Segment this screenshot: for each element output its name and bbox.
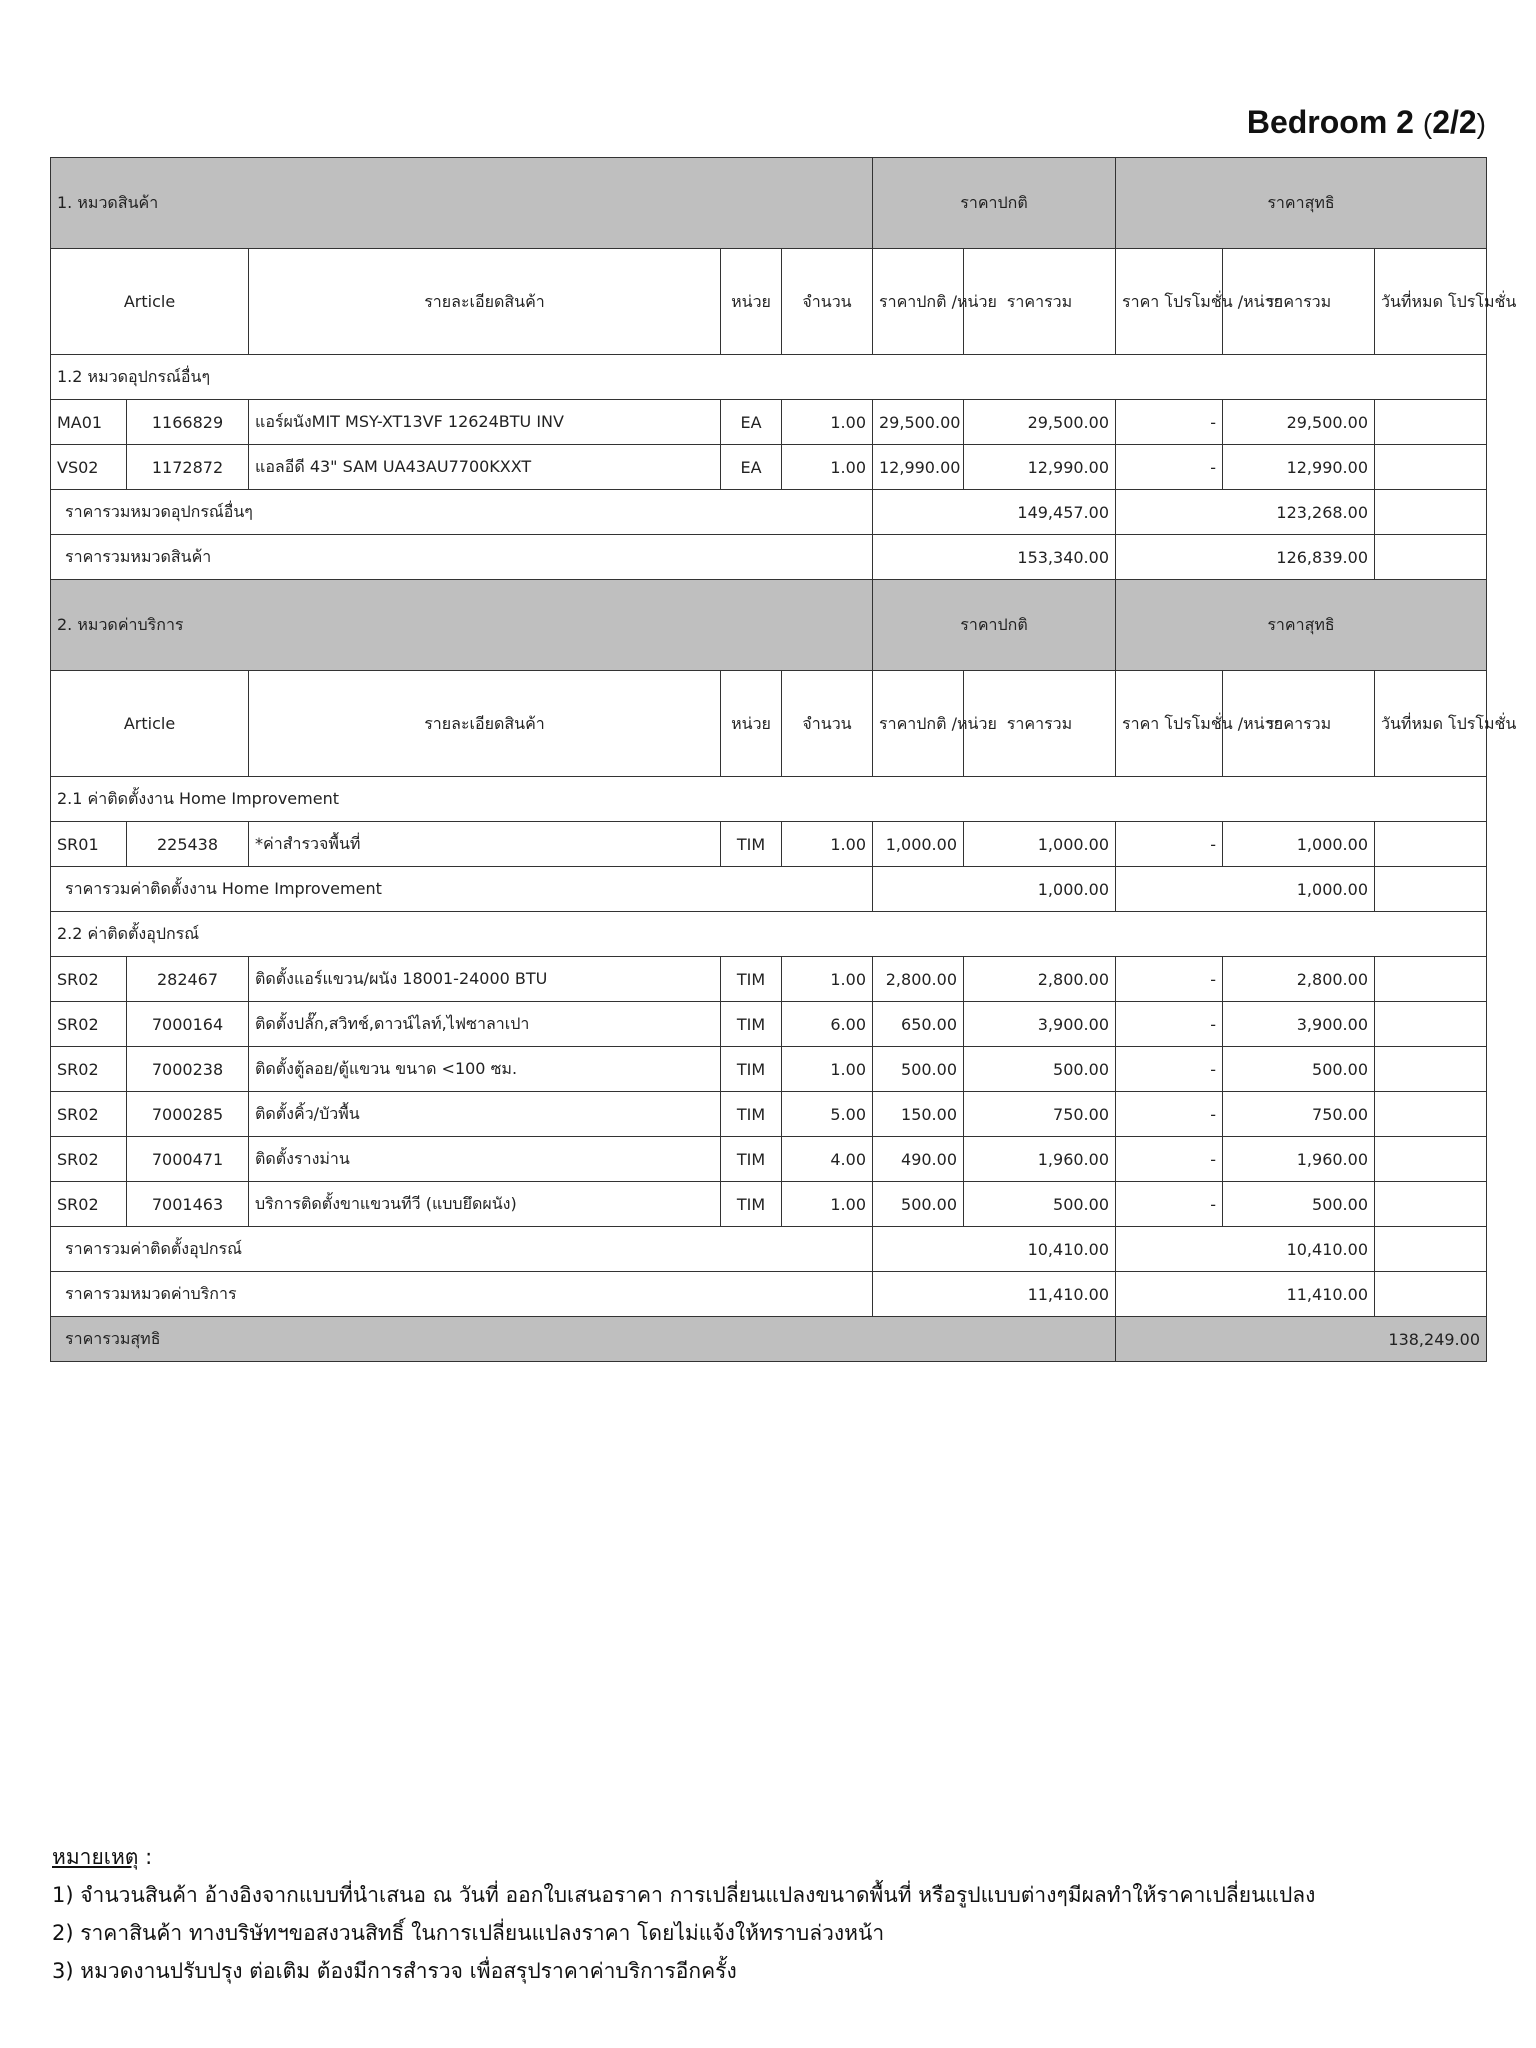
section-header bbox=[51, 580, 1487, 671]
net-price-heading: ราคาสุทธิ bbox=[1116, 158, 1487, 249]
subtotal-row: ราคารวมค่าติดตั้งงาน Home Improvement 1,000.00 1,000.00 bbox=[51, 867, 1487, 912]
table-row: SR02 7000285 ติดตั้งคิ้ว/บัวพื้น TIM 5.00 150.00 750.00 - 750.00 bbox=[51, 1092, 1487, 1137]
quotation-table bbox=[50, 157, 1517, 1362]
title-main: Bedroom 2 bbox=[1246, 104, 1414, 140]
table-row: VS02 1172872 แอลอีดี 43" SAM UA43AU7700KXXT EA 1.00 12,990.00 12,990.00 - 12,990.00 bbox=[51, 445, 1487, 490]
notes-heading: หมายเหตุ : bbox=[52, 1845, 153, 1869]
subsection-row: 1.2 หมวดอุปกรณ์อื่นๆ bbox=[51, 355, 1487, 400]
table-row: MA01 1166829 แอร์ผนังMIT MSY-XT13VF 12624BTU INV EA 1.00 29,500.00 29,500.00 - 29,500.00 bbox=[51, 400, 1487, 445]
section-title: 1. หมวดสินค้า bbox=[51, 158, 873, 249]
subsection-row: 2.2 ค่าติดตั้งอุปกรณ์ bbox=[51, 912, 1487, 957]
note-line: 3) หมวดงานปรับปรุง ต่อเติม ต้องมีการสำรวจ เพื่อสรุปราคาค่าบริการอีกครั้ง bbox=[52, 1959, 737, 1983]
subtotal-row: ราคารวมหมวดสินค้า 153,340.00 126,839.00 bbox=[51, 535, 1487, 580]
subtotal-row: ราคารวมหมวดอุปกรณ์อื่นๆ 149,457.00 123,268.00 bbox=[51, 490, 1487, 535]
table-row: SR02 7000164 ติดตั้งปลั๊ก,สวิทช์,ดาวน์ไลท์,ไฟซาลาเปา TIM 6.00 650.00 3,900.00 - 3,900.00 bbox=[51, 1002, 1487, 1047]
net-price-heading: ราคาสุทธิ bbox=[1116, 580, 1487, 671]
section-header bbox=[51, 158, 1487, 249]
table-row: SR01 225438 *ค่าสำรวจพื้นที่ TIM 1.00 1,000.00 1,000.00 - 1,000.00 bbox=[51, 822, 1487, 867]
title-page: 2/2 bbox=[1432, 104, 1477, 140]
subtotal-row: ราคารวมหมวดค่าบริการ 11,410.00 11,410.00 bbox=[51, 1272, 1487, 1317]
table-row: SR02 7001463 บริการติดตั้งขาแขวนทีวี (แบบยึดผนัง) TIM 1.00 500.00 500.00 - 500.00 bbox=[51, 1182, 1487, 1227]
table-row: SR02 7000238 ติดตั้งตู้ลอย/ตู้แขวน ขนาด <100 ซม. TIM 1.00 500.00 500.00 - 500.00 bbox=[51, 1047, 1487, 1092]
page-title: Bedroom 2 (2/2) bbox=[1246, 104, 1486, 140]
grand-total-label: ราคารวมสุทธิ bbox=[51, 1317, 1116, 1362]
section-title: 2. หมวดค่าบริการ bbox=[51, 580, 873, 671]
table-row: SR02 7000471 ติดตั้งรางม่าน TIM 4.00 490.00 1,960.00 - 1,960.00 bbox=[51, 1137, 1487, 1182]
subsection-row: 2.1 ค่าติดตั้งงาน Home Improvement bbox=[51, 777, 1487, 822]
grand-total-value: 138,249.00 bbox=[1116, 1317, 1487, 1362]
subtotal-row: ราคารวมค่าติดตั้งอุปกรณ์ 10,410.00 10,410.00 bbox=[51, 1227, 1487, 1272]
column-header-row: Article รายละเอียดสินค้า หน่วย จำนวน ราคาปกติ /หน่วย ราคารวม ราคา โปรโมชั่น /หน่วย ราคารวม วันที่หมด โปรโมชั่น bbox=[51, 671, 1487, 777]
notes-section bbox=[52, 1838, 1315, 1990]
note-line: 1) จำนวนสินค้า อ้างอิงจากแบบที่นำเสนอ ณ วันที่ ออกใบเสนอราคา การเปลี่ยนแปลงขนาดพื้นที่ หรือรูปแบบต่างๆมีผลทำให้ราคาเปลี่ยนแปลง bbox=[52, 1883, 1316, 1907]
note-line: 2) ราคาสินค้า ทางบริษัทฯขอสงวนสิทธิ์ ในการเปลี่ยนแปลงราคา โดยไม่แจ้งให้ทราบล่วงหน้า bbox=[52, 1921, 885, 1945]
column-header-row: Article รายละเอียดสินค้า หน่วย จำนวน ราคาปกติ /หน่วย ราคารวม ราคา โปรโมชั่น /หน่วย ราคารวม วันที่หมด โปรโมชั่น bbox=[51, 249, 1487, 355]
regular-price-heading: ราคาปกติ bbox=[873, 580, 1116, 671]
regular-price-heading: ราคาปกติ bbox=[873, 158, 1116, 249]
table-row: SR02 282467 ติดตั้งแอร์แขวน/ผนัง 18001-24000 BTU TIM 1.00 2,800.00 2,800.00 - 2,800.00 bbox=[51, 957, 1487, 1002]
grand-total-row bbox=[51, 1317, 1487, 1362]
